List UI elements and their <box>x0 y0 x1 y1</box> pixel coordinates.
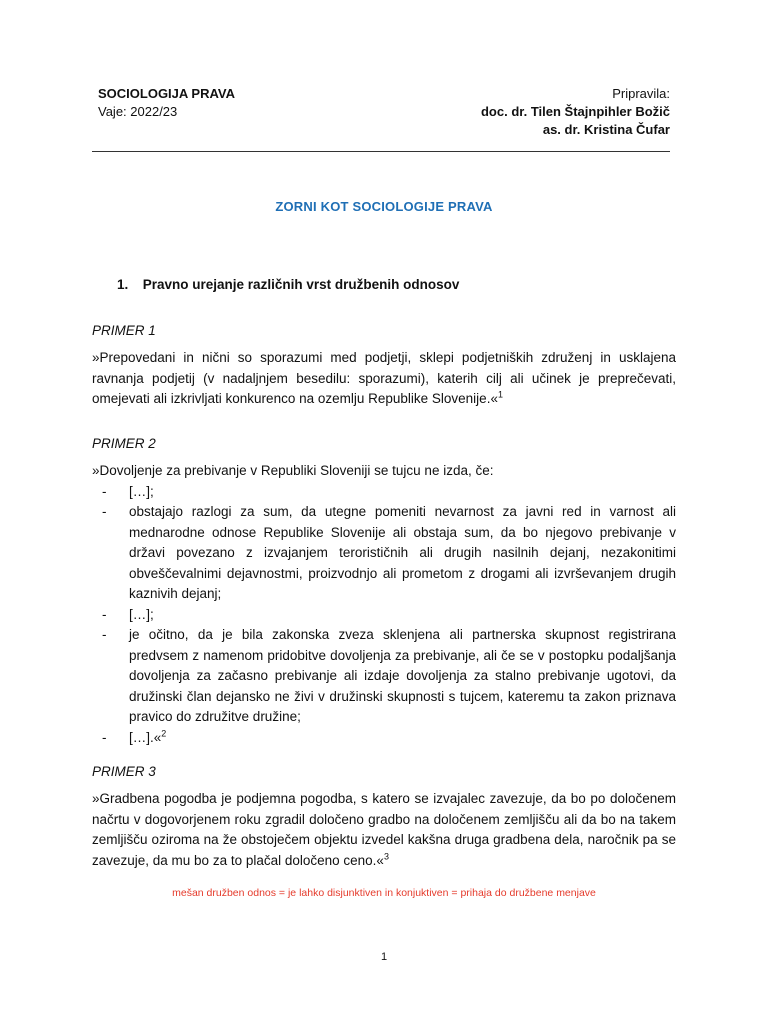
list-item: - […]; <box>92 482 676 503</box>
footnote-ref-1: 1 <box>497 389 503 400</box>
academic-year: Vaje: 2022/23 <box>98 104 178 119</box>
course-name: SOCIOLOGIJA PRAVA <box>98 86 235 101</box>
example-1-text <box>92 348 676 410</box>
example-2-intro: »Dovoljenje za prebivanje v Republiki Sloveniji se tujcu ne izda, če: <box>92 463 494 478</box>
author-1: doc. dr. Tilen Štajnpihler Božič <box>480 104 670 119</box>
list-item-text: […].« <box>129 729 162 745</box>
list-item-text: […]; <box>129 483 154 499</box>
example-2-body <box>92 461 676 748</box>
example-1-quote: »Prepovedani in nični so sporazumi med podjetji, sklepi podjetniških združenj in usklajena ravnanja podjetij (v nadaljnjem besedilu: sporazumi), katerih cilj ali učinek je preprečevati, omejevati ali izkrivljati konkurenco na ozemlju Republike Slovenije.« <box>92 350 676 406</box>
page-number: 1 <box>380 951 388 963</box>
header-right <box>481 85 670 139</box>
section-title: Pravno urejanje različnih vrst družbenih odnosov <box>142 277 460 292</box>
author-2: as. dr. Kristina Čufar <box>542 122 670 137</box>
list-item: - je očitno, da je bila zakonska zveza sklenjena ali partnerska skupnost registrirana predvsem z namenom pridobitve dovoljenja za prebivanje, ali če se v postopku podaljšanja dovoljenja za začasno prebivanje ali izdaje dovoljenja za stalno prebivanje ugotovi, da družinski član dejansko ne živi v družinski skupnosti s tujcem, kateremu ta zakon priznava pravico do združitve družine; <box>92 625 676 728</box>
example-3-text <box>92 789 676 871</box>
example-3-label: PRIMER 3 <box>92 764 156 779</box>
footnote-ref-3: 3 <box>383 851 389 861</box>
prepared-by-label: Pripravila: <box>612 86 670 101</box>
list-item: - […]; <box>92 605 676 626</box>
section-number: 1. <box>117 277 129 292</box>
section-heading <box>117 277 459 292</box>
list-item-text: je očitno, da je bila zakonska zveza sklenjena ali partnerska skupnost registrirana predvsem z namenom pridobitve dovoljenja za prebivanje, ali če se v postopku podaljšanja dovoljenja za začasno prebivanje ali izdaje dovoljenja za stalno prebivanje ugotovi, da družinski član dejansko ne živi v družinski skupnosti s tujcem, kateremu ta zakon priznava pravico do združitve družine; <box>129 627 676 724</box>
example-2-label: PRIMER 2 <box>92 436 156 451</box>
list-item-last <box>129 728 676 749</box>
footnote-ref-2: 2 <box>161 728 167 738</box>
document-title: ZORNI KOT SOCIOLOGIJE PRAVA <box>275 199 493 214</box>
list-item-text: […]; <box>129 606 154 622</box>
example-3-quote: »Gradbena pogodba je podjemna pogodba, s katero se izvajalec zavezuje, da bo po določenem načrtu v dogovorjenem roku zgradil določeno gradbo na določenem zemljišču ali da bo na takem zemljišču oziroma na že obstoječem objektu izvedel kakšna druga gradbena dela, naročnik pa se zavezuje, da mu bo za to plačal določeno ceno.« <box>92 791 676 868</box>
handwritten-annotation: mešan družben odnos = je lahko disjunktiven in konjuktiven = prihaja do družbene menjave <box>172 887 596 899</box>
list-item-text: obstajajo razlogi za sum, da utegne pomeniti nevarnost za javni red in varnost ali mednarodne odnose Republike Slovenije ali obstaja sum, da bo njegovo prebivanje v državi povezano z izvajanjem terorističnih ali drugih nasilnih dejanj, nezakonitimi obveščevalnimi dejavnostmi, proizvodnjo ali prometom z drogami ali izvrševanjem drugih kaznivih dejanj; <box>129 504 676 601</box>
list-item: - […].«$^2$ <box>92 728 676 749</box>
header-divider <box>92 151 670 152</box>
list-item: - obstajajo razlogi za sum, da utegne pomeniti nevarnost za javni red in varnost ali mednarodne odnose Republike Slovenije ali obstaja sum, da bo njegovo prebivanje v državi povezano z izvajanjem terorističnih ali drugih nasilnih dejanj, nezakonitimi obveščevalnimi dejavnostmi, proizvodnjo ali prometom z drogami ali izvrševanjem drugih kaznivih dejanj; <box>92 502 676 605</box>
example-1-label: PRIMER 1 <box>92 323 156 338</box>
header-left <box>98 85 235 121</box>
